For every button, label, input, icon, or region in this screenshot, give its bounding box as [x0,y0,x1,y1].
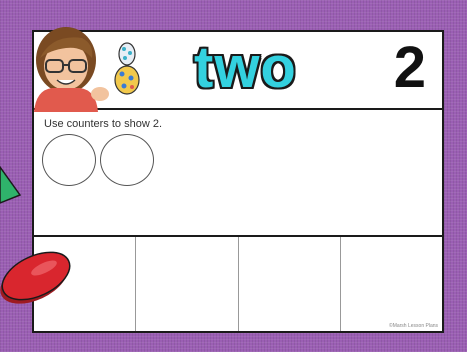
frame-cell[interactable] [341,237,442,331]
counter-circle[interactable] [42,134,96,186]
green-triangle-icon [0,165,22,205]
easter-eggs-icon [110,40,144,98]
frame-cell[interactable] [136,237,238,331]
credit-text: ©Marsh Lesson Plans [389,323,438,329]
teacher-icon [22,20,110,112]
counter-circle[interactable] [100,134,154,186]
ten-frame [34,235,442,331]
frame-cell[interactable] [239,237,341,331]
number-word: two [194,35,297,100]
number-digit: 2 [393,35,426,100]
red-counter-icon[interactable] [0,246,74,310]
instruction-text: Use counters to show 2. [44,118,163,130]
